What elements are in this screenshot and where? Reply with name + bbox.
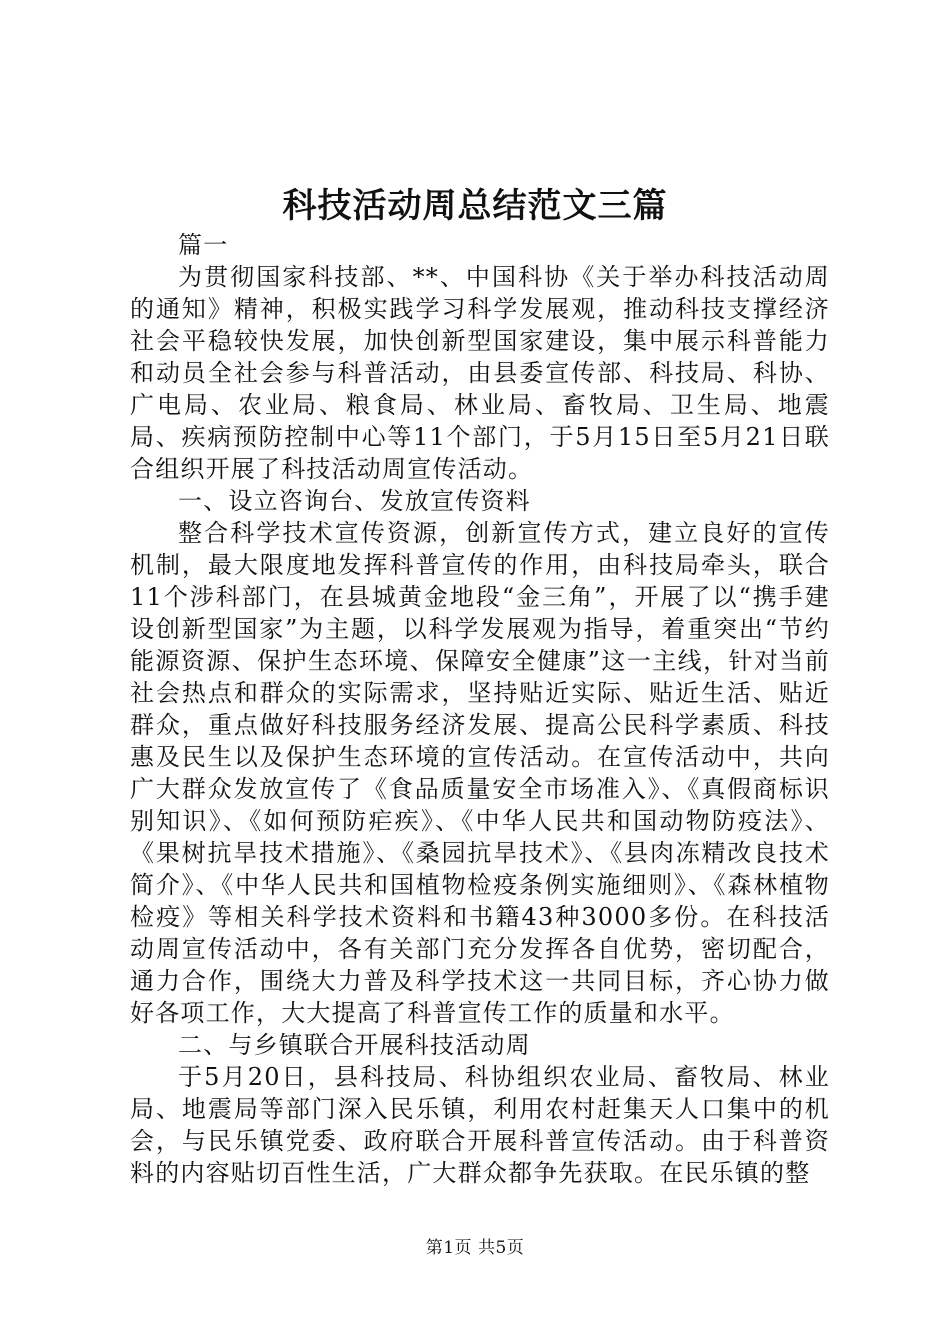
page-footer: 第1页 共5页: [425, 1238, 525, 1258]
section-heading-2: 二、与乡镇联合开展科技活动周: [178, 1031, 531, 1059]
paragraph-intro: 为贯彻国家科技部、**、中国科协《关于举办科技活动周的通知》精神，积极实践学习科学发展观，推动科技支撑经济社会平稳较快发展，加快创新型国家建设，集中展示科普能力和动员全社会参与科普活动，由县委宣传部、科技局、科协、广电局、农业局、粮食局、林业局、畜牧局、卫生局、地震局、疾病预防控制中心等11个部门，于5月15日至5月21日联合组织开展了科技活动周宣传活动。: [130, 263, 830, 483]
paragraph-1: 整合科学技术宣传资源，创新宣传方式，建立良好的宣传机制，最大限度地发挥科普宣传的作用，由科技局牵头，联合11个涉科部门，在县城黄金地段“金三角”，开展了以“携手建设创新型国家”为主题，以科学发展观为指导，着重突出“节约能源资源、保护生态环境、保障安全健康”这一主线，针对当前社会热点和群众的实际需求，坚持贴近实际、贴近生活、贴近群众，重点做好科技服务经济发展、提高公民科学素质、科技惠及民生以及保护生态环境的宣传活动。在宣传活动中，共向广大群众发放宣传了《食品质量安全市场准入》、《真假商标识别知识》、《如何预防疟疾》、《中华人民共和国动物防疫法》、《果树抗旱技术措施》、《桑园抗旱技术》、《县肉冻精改良技术简介》、《中华人民共和国植物检疫条例实施细则》、《森林植物检疫》等相关科学技术资料和书籍43种3000多份。在科技活动周宣传活动中，各有关部门充分发挥各自优势，密切配合，通力合作，围绕大力普及科学技术这一共同目标，齐心协力做好各项工作，大大提高了科普宣传工作的质量和水平。: [130, 519, 830, 1027]
section-label: 篇一: [178, 231, 229, 259]
section-heading-1: 一、设立咨询台、发放宣传资料: [178, 487, 531, 515]
paragraph-2: 于5月20日，县科技局、科协组织农业局、畜牧局、林业局、地震局等部门深入民乐镇，利用农村赶集天人口集中的机会，与民乐镇党委、政府联合开展科普宣传活动。由于科普资料的内容贴切百性生活，广大群众都争先获取。在民乐镇的整: [130, 1063, 830, 1187]
document-body: [130, 229, 830, 1189]
document-title: 科技活动周总结范文三篇: [282, 186, 668, 226]
